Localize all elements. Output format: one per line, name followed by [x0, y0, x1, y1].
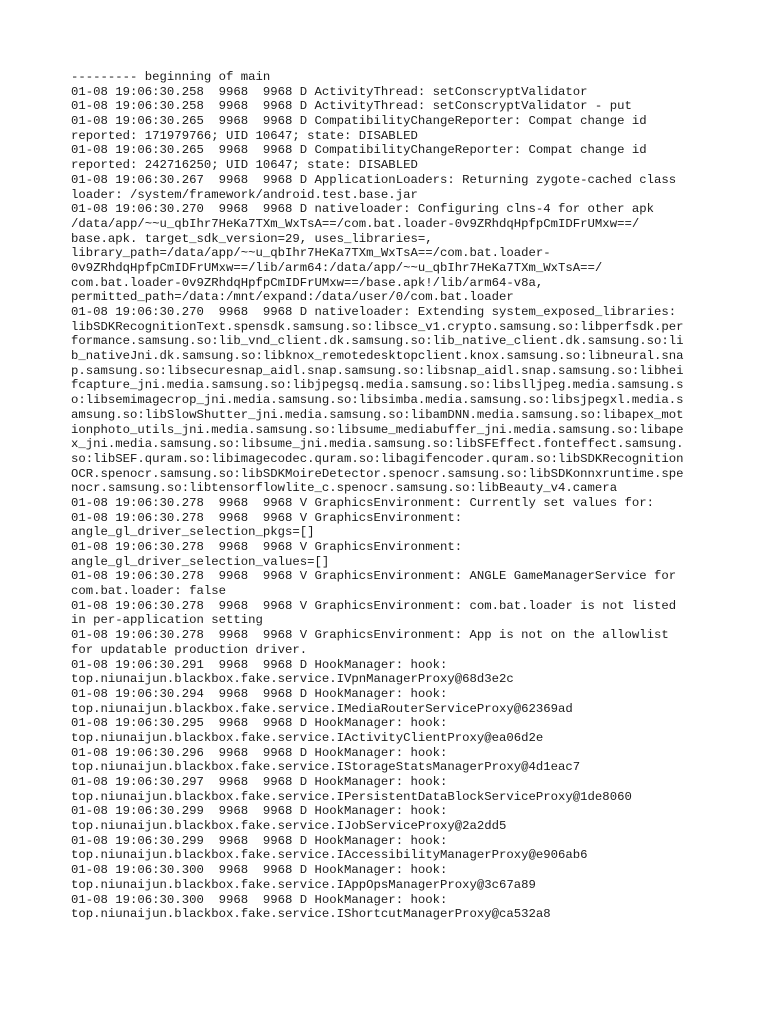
log-line: loader: /system/framework/android.test.base.jar: [71, 187, 418, 202]
log-line: top.niunaijun.blackbox.fake.service.IPersistentDataBlockServiceProxy@1de8060: [71, 789, 632, 804]
log-line: 01-08 19:06:30.296 9968 9968 D HookManager: hook:: [71, 745, 448, 760]
log-line: 01-08 19:06:30.258 9968 9968 D ActivityThread: setConscryptValidator - put: [71, 99, 632, 114]
log-line: 01-08 19:06:30.270 9968 9968 D nativeloader: Configuring clns-4 for other apk: [71, 202, 654, 217]
log-line: amsung.so:libSlowShutter_jni.media.samsung.so:libamDNN.media.samsung.so:libapex_mot: [71, 407, 684, 422]
log-line: top.niunaijun.blackbox.fake.service.IMediaRouterServiceProxy@62369ad: [71, 701, 573, 716]
log-line: --------- beginning of main: [71, 70, 271, 84]
log-line: top.niunaijun.blackbox.fake.service.IJobServiceProxy@2a2dd5: [71, 819, 507, 834]
log-line: reported: 171979766; UID 10647; state: DISABLED: [71, 128, 418, 143]
log-line: angle_gl_driver_selection_values=[]: [71, 554, 330, 569]
log-line: 01-08 19:06:30.278 9968 9968 V GraphicsEnvironment: com.bat.loader is not listed: [71, 598, 677, 613]
log-line: com.bat.loader: false: [71, 584, 226, 599]
log-line: top.niunaijun.blackbox.fake.service.IActivityClientProxy@ea06d2e: [71, 730, 544, 745]
log-line: nocr.samsung.so:libtensorflowlite_c.spenocr.samsung.so:libBeauty_v4.camera: [71, 481, 618, 496]
log-line: 01-08 19:06:30.295 9968 9968 D HookManager: hook:: [71, 716, 448, 731]
log-line: permitted_path=/data:/mnt/expand:/data/user/0/com.bat.loader: [71, 290, 514, 305]
log-line: formance.samsung.so:lib_vnd_client.dk.samsung.so:lib_native_client.dk.samsung.so:li: [71, 334, 684, 349]
log-line: top.niunaijun.blackbox.fake.service.IStorageStatsManagerProxy@4d1eac7: [71, 760, 581, 775]
log-line: b_nativeJni.dk.samsung.so:libknox_remotedesktopclient.knox.samsung.so:libneural.sna: [71, 349, 684, 364]
log-line: 01-08 19:06:30.258 9968 9968 D ActivityThread: setConscryptValidator: [71, 84, 588, 99]
log-line: 01-08 19:06:30.294 9968 9968 D HookManager: hook:: [71, 686, 448, 701]
log-line: 01-08 19:06:30.300 9968 9968 D HookManager: hook:: [71, 892, 448, 907]
log-line: 01-08 19:06:30.278 9968 9968 V GraphicsEnvironment: ANGLE GameManagerService for: [71, 569, 677, 584]
log-document: [71, 70, 701, 922]
log-line: 01-08 19:06:30.265 9968 9968 D CompatibilityChangeReporter: Compat change id: [71, 114, 647, 129]
log-line: o:libsemimagecrop_jni.media.samsung.so:libsimba.media.samsung.so:libsjpegxl.media.s: [71, 393, 684, 408]
log-line: fcapture_jni.media.samsung.so:libjpegsq.media.samsung.so:libslljpeg.media.samsung.s: [71, 378, 684, 393]
log-line: 01-08 19:06:30.299 9968 9968 D HookManager: hook:: [71, 804, 448, 819]
log-line: reported: 242716250; UID 10647; state: DISABLED: [71, 158, 418, 173]
log-line: 01-08 19:06:30.270 9968 9968 D nativeloader: Extending system_exposed_libraries:: [71, 305, 677, 319]
log-line: in per-application setting: [71, 613, 263, 628]
log-line: ionphoto_utils_jni.media.samsung.so:libsume_mediabuffer_jni.media.samsung.so:libape: [71, 422, 684, 437]
log-line: so:libSEF.quram.so:libimagecodec.quram.so:libagifencoder.quram.so:libSDKRecognition: [71, 451, 684, 466]
log-line: 01-08 19:06:30.278 9968 9968 V GraphicsEnvironment:: [71, 540, 463, 554]
log-line: x_jni.media.samsung.so:libsume_jni.media.samsung.so:libSFEffect.fonteffect.samsung.: [71, 437, 684, 452]
log-line: com.bat.loader-0v9ZRhdqHpfpCmIDFrUMxw==/base.apk!/lib/arm64-v8a,: [71, 275, 544, 290]
log-line: for updatable production driver.: [71, 642, 308, 657]
log-line: base.apk. target_sdk_version=29, uses_libraries=,: [71, 231, 433, 246]
log-line: 0v9ZRhdqHpfpCmIDFrUMxw==/lib/arm64:/data/app/~~u_qbIhr7HeKa7TXm_WxTsA==/: [71, 260, 603, 275]
log-line: top.niunaijun.blackbox.fake.service.IAppOpsManagerProxy@3c67a89: [71, 877, 536, 892]
log-line: library_path=/data/app/~~u_qbIhr7HeKa7TXm_WxTsA==/com.bat.loader-: [71, 246, 551, 261]
log-line: p.samsung.so:libsecuresnap_aidl.snap.samsung.so:libsnap_aidl.snap.samsung.so:libhei: [71, 363, 684, 378]
log-line: OCR.spenocr.samsung.so:libSDKMoireDetector.spenocr.samsung.so:libSDKonnxruntime.spe: [71, 466, 684, 481]
log-line: top.niunaijun.blackbox.fake.service.IShortcutManagerProxy@ca532a8: [71, 907, 551, 922]
log-line: top.niunaijun.blackbox.fake.service.IVpnManagerProxy@68d3e2c: [71, 672, 514, 687]
log-line: 01-08 19:06:30.278 9968 9968 V GraphicsEnvironment: App is not on the allowlist: [71, 628, 669, 643]
log-line: top.niunaijun.blackbox.fake.service.IAccessibilityManagerProxy@e906ab6: [71, 848, 588, 863]
log-line: 01-08 19:06:30.278 9968 9968 V GraphicsEnvironment: Currently set values for:: [71, 495, 654, 510]
log-line: 01-08 19:06:30.297 9968 9968 D HookManager: hook:: [71, 775, 448, 789]
log-line: 01-08 19:06:30.267 9968 9968 D ApplicationLoaders: Returning zygote-cached class: [71, 172, 677, 187]
log-line: /data/app/~~u_qbIhr7HeKa7TXm_WxTsA==/com.bat.loader-0v9ZRhdqHpfpCmIDFrUMxw==/: [71, 216, 640, 231]
log-line: 01-08 19:06:30.291 9968 9968 D HookManager: hook:: [71, 657, 448, 672]
log-line: 01-08 19:06:30.278 9968 9968 V GraphicsEnvironment:: [71, 510, 463, 525]
log-line: libSDKRecognitionText.spensdk.samsung.so:libsce_v1.crypto.samsung.so:libperfsdk.per: [71, 319, 684, 334]
log-line: 01-08 19:06:30.265 9968 9968 D CompatibilityChangeReporter: Compat change id: [71, 143, 647, 158]
log-line: 01-08 19:06:30.299 9968 9968 D HookManager: hook:: [71, 833, 448, 848]
log-line: angle_gl_driver_selection_pkgs=[]: [71, 525, 315, 540]
log-line: 01-08 19:06:30.300 9968 9968 D HookManager: hook:: [71, 863, 448, 878]
